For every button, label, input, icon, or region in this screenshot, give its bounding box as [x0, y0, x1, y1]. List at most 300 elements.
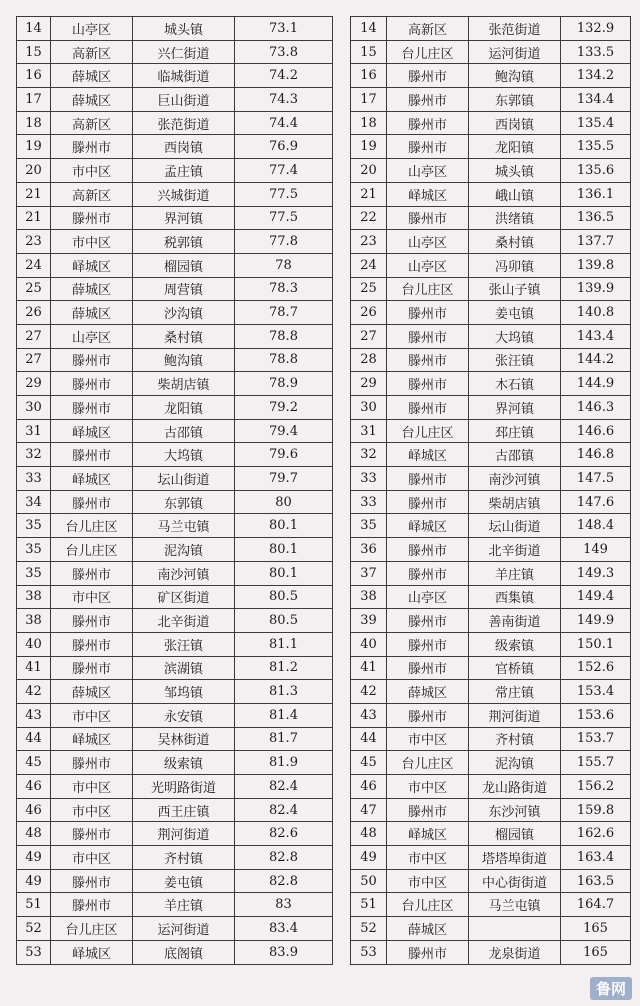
town-cell: 龙阳镇 [133, 396, 235, 420]
rank-cell: 28 [351, 348, 387, 372]
value-cell: 165 [561, 940, 631, 964]
town-cell: 古邵镇 [469, 443, 561, 467]
table-row [17, 372, 333, 396]
town-cell: 齐村镇 [469, 727, 561, 751]
value-cell: 82.8 [235, 869, 333, 893]
town-cell: 峨山镇 [469, 182, 561, 206]
value-cell: 146.3 [561, 396, 631, 420]
district-cell: 滕州市 [51, 893, 133, 917]
table-row [17, 490, 333, 514]
rank-cell: 19 [351, 135, 387, 159]
table-row [351, 538, 631, 562]
town-cell: 鲍沟镇 [133, 348, 235, 372]
town-cell: 东郭镇 [133, 490, 235, 514]
district-cell: 山亭区 [387, 585, 469, 609]
table-row [17, 846, 333, 870]
value-cell: 164.7 [561, 893, 631, 917]
value-cell: 78.8 [235, 324, 333, 348]
district-cell: 市中区 [51, 775, 133, 799]
table-row [17, 869, 333, 893]
table-row [351, 324, 631, 348]
value-cell: 81.4 [235, 703, 333, 727]
table-row [351, 822, 631, 846]
rank-cell: 49 [17, 846, 51, 870]
town-cell: 张范街道 [133, 111, 235, 135]
town-cell: 东郭镇 [469, 88, 561, 112]
value-cell: 159.8 [561, 798, 631, 822]
table-row [17, 585, 333, 609]
district-cell: 山亭区 [51, 324, 133, 348]
town-cell: 坛山街道 [469, 514, 561, 538]
town-cell: 姜屯镇 [469, 301, 561, 325]
district-cell: 峄城区 [51, 940, 133, 964]
value-cell: 82.6 [235, 822, 333, 846]
table-row [17, 443, 333, 467]
value-cell: 132.9 [561, 17, 631, 41]
table-row [17, 159, 333, 183]
rank-cell: 43 [351, 703, 387, 727]
rank-cell: 18 [17, 111, 51, 135]
town-cell: 东沙河镇 [469, 798, 561, 822]
table-row [17, 727, 333, 751]
value-cell: 139.8 [561, 253, 631, 277]
town-cell: 冯卯镇 [469, 253, 561, 277]
table-row [351, 253, 631, 277]
value-cell: 80.1 [235, 514, 333, 538]
town-cell: 泥沟镇 [133, 538, 235, 562]
table-row [351, 703, 631, 727]
town-cell: 羊庄镇 [133, 893, 235, 917]
rank-cell: 23 [17, 230, 51, 254]
town-cell: 北辛街道 [133, 609, 235, 633]
ranking-table-left [16, 16, 333, 965]
town-cell: 城头镇 [469, 159, 561, 183]
rank-cell: 30 [351, 396, 387, 420]
value-cell: 143.4 [561, 324, 631, 348]
rank-cell: 21 [17, 182, 51, 206]
district-cell: 滕州市 [51, 561, 133, 585]
table-row [17, 324, 333, 348]
rank-cell: 41 [351, 656, 387, 680]
rank-cell: 39 [351, 609, 387, 633]
town-cell: 西王庄镇 [133, 798, 235, 822]
rank-cell: 38 [17, 609, 51, 633]
rank-cell: 48 [351, 822, 387, 846]
town-cell: 张汪镇 [133, 632, 235, 656]
rank-cell: 17 [351, 88, 387, 112]
district-cell: 滕州市 [51, 869, 133, 893]
table-row [351, 17, 631, 41]
town-cell: 沙沟镇 [133, 301, 235, 325]
town-cell: 界河镇 [133, 206, 235, 230]
table-row [17, 135, 333, 159]
watermark-logo: 鲁网 [590, 977, 632, 1000]
table-row [17, 680, 333, 704]
value-cell: 81.3 [235, 680, 333, 704]
value-cell: 77.8 [235, 230, 333, 254]
district-cell: 峄城区 [387, 514, 469, 538]
value-cell: 83.9 [235, 940, 333, 964]
town-cell: 中心街街道 [469, 869, 561, 893]
rank-cell: 17 [17, 88, 51, 112]
district-cell: 台儿庄区 [387, 751, 469, 775]
value-cell: 144.9 [561, 372, 631, 396]
district-cell: 滕州市 [387, 798, 469, 822]
table-row [17, 40, 333, 64]
rank-cell: 49 [351, 846, 387, 870]
town-cell: 北辛街道 [469, 538, 561, 562]
value-cell: 78.8 [235, 348, 333, 372]
district-cell: 滕州市 [387, 609, 469, 633]
value-cell: 79.2 [235, 396, 333, 420]
district-cell: 薛城区 [51, 301, 133, 325]
town-cell: 张汪镇 [469, 348, 561, 372]
rank-cell: 30 [17, 396, 51, 420]
town-cell: 塔塔埠街道 [469, 846, 561, 870]
rank-cell: 25 [351, 277, 387, 301]
town-cell: 周营镇 [133, 277, 235, 301]
table-row [17, 182, 333, 206]
rank-cell: 24 [351, 253, 387, 277]
town-cell: 桑村镇 [469, 230, 561, 254]
rank-cell: 16 [17, 64, 51, 88]
table-row [351, 467, 631, 491]
table-row [351, 798, 631, 822]
value-cell: 148.4 [561, 514, 631, 538]
district-cell: 市中区 [51, 159, 133, 183]
district-cell: 滕州市 [387, 135, 469, 159]
town-cell: 张山子镇 [469, 277, 561, 301]
town-cell: 西集镇 [469, 585, 561, 609]
town-cell: 孟庄镇 [133, 159, 235, 183]
value-cell: 163.4 [561, 846, 631, 870]
district-cell: 峄城区 [51, 253, 133, 277]
town-cell: 龙山路街道 [469, 775, 561, 799]
district-cell: 台儿庄区 [51, 514, 133, 538]
value-cell: 155.7 [561, 751, 631, 775]
table-row [351, 419, 631, 443]
value-cell: 82.4 [235, 798, 333, 822]
table-row [17, 703, 333, 727]
value-cell: 136.1 [561, 182, 631, 206]
district-cell: 滕州市 [51, 822, 133, 846]
district-cell: 滕州市 [387, 538, 469, 562]
town-cell: 榴园镇 [469, 822, 561, 846]
district-cell: 滕州市 [387, 940, 469, 964]
rank-cell: 23 [351, 230, 387, 254]
town-cell: 龙阳镇 [469, 135, 561, 159]
town-cell: 矿区街道 [133, 585, 235, 609]
district-cell: 薛城区 [51, 680, 133, 704]
rank-cell: 22 [351, 206, 387, 230]
rank-cell: 47 [351, 798, 387, 822]
district-cell: 滕州市 [387, 632, 469, 656]
table-row [351, 514, 631, 538]
rank-cell: 31 [351, 419, 387, 443]
table-row [351, 206, 631, 230]
value-cell: 80.1 [235, 538, 333, 562]
district-cell: 峄城区 [387, 443, 469, 467]
town-cell: 界河镇 [469, 396, 561, 420]
rank-cell: 24 [17, 253, 51, 277]
town-cell: 洪绪镇 [469, 206, 561, 230]
rank-cell: 46 [351, 775, 387, 799]
value-cell: 135.4 [561, 111, 631, 135]
value-cell: 77.5 [235, 206, 333, 230]
district-cell: 滕州市 [387, 396, 469, 420]
town-cell: 运河街道 [133, 917, 235, 941]
town-cell: 古邵镇 [133, 419, 235, 443]
table-row [17, 467, 333, 491]
district-cell: 高新区 [51, 40, 133, 64]
value-cell: 137.7 [561, 230, 631, 254]
value-cell: 135.6 [561, 159, 631, 183]
table-row [17, 917, 333, 941]
district-cell: 市中区 [51, 703, 133, 727]
table-row [351, 40, 631, 64]
value-cell: 82.8 [235, 846, 333, 870]
value-cell: 78.7 [235, 301, 333, 325]
town-cell: 柴胡店镇 [133, 372, 235, 396]
table-row [17, 798, 333, 822]
town-cell: 大坞镇 [469, 324, 561, 348]
rank-cell: 49 [17, 869, 51, 893]
value-cell: 140.8 [561, 301, 631, 325]
table-row [351, 396, 631, 420]
value-cell: 78.3 [235, 277, 333, 301]
town-cell: 光明路街道 [133, 775, 235, 799]
district-cell: 市中区 [387, 846, 469, 870]
district-cell: 山亭区 [51, 17, 133, 41]
district-cell: 峄城区 [51, 727, 133, 751]
district-cell: 滕州市 [51, 632, 133, 656]
rank-cell: 42 [351, 680, 387, 704]
district-cell: 市中区 [51, 230, 133, 254]
rank-cell: 27 [17, 324, 51, 348]
district-cell: 高新区 [51, 182, 133, 206]
town-cell: 运河街道 [469, 40, 561, 64]
table-row [351, 182, 631, 206]
district-cell: 台儿庄区 [387, 893, 469, 917]
town-cell: 税郭镇 [133, 230, 235, 254]
table-row [351, 348, 631, 372]
value-cell: 79.4 [235, 419, 333, 443]
district-cell: 台儿庄区 [387, 40, 469, 64]
town-cell: 西岗镇 [133, 135, 235, 159]
value-cell: 153.6 [561, 703, 631, 727]
value-cell: 77.5 [235, 182, 333, 206]
district-cell: 市中区 [51, 798, 133, 822]
table-row [351, 301, 631, 325]
table-row [351, 230, 631, 254]
rank-cell: 32 [17, 443, 51, 467]
town-cell: 善南街道 [469, 609, 561, 633]
district-cell: 高新区 [387, 17, 469, 41]
district-cell: 滕州市 [387, 64, 469, 88]
district-cell: 滕州市 [387, 324, 469, 348]
town-cell: 大坞镇 [133, 443, 235, 467]
table-row [351, 609, 631, 633]
rank-cell: 20 [17, 159, 51, 183]
table-row [351, 846, 631, 870]
table-row [351, 727, 631, 751]
value-cell: 163.5 [561, 869, 631, 893]
town-cell: 官桥镇 [469, 656, 561, 680]
value-cell: 78 [235, 253, 333, 277]
town-cell: 南沙河镇 [469, 467, 561, 491]
town-cell: 南沙河镇 [133, 561, 235, 585]
district-cell: 滕州市 [387, 372, 469, 396]
town-cell: 龙泉街道 [469, 940, 561, 964]
rank-cell: 42 [17, 680, 51, 704]
district-cell: 峄城区 [51, 419, 133, 443]
town-cell: 城头镇 [133, 17, 235, 41]
value-cell: 83 [235, 893, 333, 917]
town-cell: 滨湖镇 [133, 656, 235, 680]
value-cell: 162.6 [561, 822, 631, 846]
district-cell: 台儿庄区 [51, 538, 133, 562]
table-row [351, 585, 631, 609]
table-row [351, 751, 631, 775]
table-row [17, 609, 333, 633]
value-cell: 81.1 [235, 632, 333, 656]
district-cell: 山亭区 [387, 253, 469, 277]
town-cell: 吴林街道 [133, 727, 235, 751]
value-cell: 81.2 [235, 656, 333, 680]
town-cell: 木石镇 [469, 372, 561, 396]
value-cell: 73.8 [235, 40, 333, 64]
rank-cell: 33 [351, 490, 387, 514]
value-cell: 153.4 [561, 680, 631, 704]
rank-cell: 14 [351, 17, 387, 41]
value-cell: 135.5 [561, 135, 631, 159]
value-cell: 133.5 [561, 40, 631, 64]
value-cell: 78.9 [235, 372, 333, 396]
value-cell: 156.2 [561, 775, 631, 799]
rank-cell: 53 [17, 940, 51, 964]
district-cell: 台儿庄区 [51, 917, 133, 941]
value-cell: 80.5 [235, 609, 333, 633]
table-row [17, 301, 333, 325]
table-row [351, 88, 631, 112]
table-row [351, 135, 631, 159]
rank-cell: 51 [351, 893, 387, 917]
value-cell: 74.4 [235, 111, 333, 135]
rank-cell: 38 [17, 585, 51, 609]
value-cell: 80.1 [235, 561, 333, 585]
district-cell: 市中区 [51, 846, 133, 870]
rank-cell: 29 [351, 372, 387, 396]
town-cell: 兴仁街道 [133, 40, 235, 64]
table-row [17, 348, 333, 372]
town-cell: 马兰屯镇 [133, 514, 235, 538]
rank-cell: 50 [351, 869, 387, 893]
rank-cell: 48 [17, 822, 51, 846]
ranking-table-right [350, 16, 631, 965]
value-cell: 74.3 [235, 88, 333, 112]
table-row [17, 656, 333, 680]
town-cell: 临城街道 [133, 64, 235, 88]
table-row [351, 893, 631, 917]
rank-cell: 51 [17, 893, 51, 917]
rank-cell: 18 [351, 111, 387, 135]
value-cell: 79.7 [235, 467, 333, 491]
town-cell: 泥沟镇 [469, 751, 561, 775]
value-cell: 149.9 [561, 609, 631, 633]
district-cell: 台儿庄区 [387, 277, 469, 301]
rank-cell: 35 [17, 514, 51, 538]
rank-cell: 46 [17, 798, 51, 822]
rank-cell: 35 [17, 561, 51, 585]
district-cell: 滕州市 [387, 206, 469, 230]
town-cell: 姜屯镇 [133, 869, 235, 893]
rank-cell: 43 [17, 703, 51, 727]
town-cell: 马兰屯镇 [469, 893, 561, 917]
district-cell: 山亭区 [387, 230, 469, 254]
table-row [351, 656, 631, 680]
town-cell: 邳庄镇 [469, 419, 561, 443]
table-row [17, 751, 333, 775]
district-cell: 滕州市 [51, 490, 133, 514]
rank-cell: 38 [351, 585, 387, 609]
district-cell: 高新区 [51, 111, 133, 135]
value-cell: 165 [561, 917, 631, 941]
town-cell: 柴胡店镇 [469, 490, 561, 514]
district-cell: 市中区 [387, 775, 469, 799]
rank-cell: 40 [351, 632, 387, 656]
district-cell: 滕州市 [51, 206, 133, 230]
table-row [17, 396, 333, 420]
rank-cell: 25 [17, 277, 51, 301]
value-cell: 152.6 [561, 656, 631, 680]
district-cell: 滕州市 [387, 301, 469, 325]
value-cell: 82.4 [235, 775, 333, 799]
rank-cell: 35 [351, 514, 387, 538]
value-cell: 153.7 [561, 727, 631, 751]
district-cell: 市中区 [387, 727, 469, 751]
value-cell: 79.6 [235, 443, 333, 467]
rank-cell: 37 [351, 561, 387, 585]
town-cell: 荆河街道 [469, 703, 561, 727]
value-cell: 83.4 [235, 917, 333, 941]
table-row [351, 680, 631, 704]
table-row [351, 490, 631, 514]
value-cell: 76.9 [235, 135, 333, 159]
value-cell: 150.1 [561, 632, 631, 656]
district-cell: 薛城区 [51, 277, 133, 301]
table-row [17, 940, 333, 964]
rank-cell: 44 [17, 727, 51, 751]
rank-cell: 45 [351, 751, 387, 775]
town-cell: 底阁镇 [133, 940, 235, 964]
district-cell: 滕州市 [387, 348, 469, 372]
table-row [17, 111, 333, 135]
rank-cell: 52 [351, 917, 387, 941]
town-cell: 齐村镇 [133, 846, 235, 870]
rank-cell: 46 [17, 775, 51, 799]
district-cell: 滕州市 [387, 111, 469, 135]
district-cell: 峄城区 [387, 822, 469, 846]
district-cell: 台儿庄区 [387, 419, 469, 443]
rank-cell: 40 [17, 632, 51, 656]
rank-cell: 41 [17, 656, 51, 680]
value-cell: 149.3 [561, 561, 631, 585]
value-cell: 146.8 [561, 443, 631, 467]
district-cell: 市中区 [387, 869, 469, 893]
rank-cell: 15 [17, 40, 51, 64]
rank-cell: 35 [17, 538, 51, 562]
table-row [351, 632, 631, 656]
